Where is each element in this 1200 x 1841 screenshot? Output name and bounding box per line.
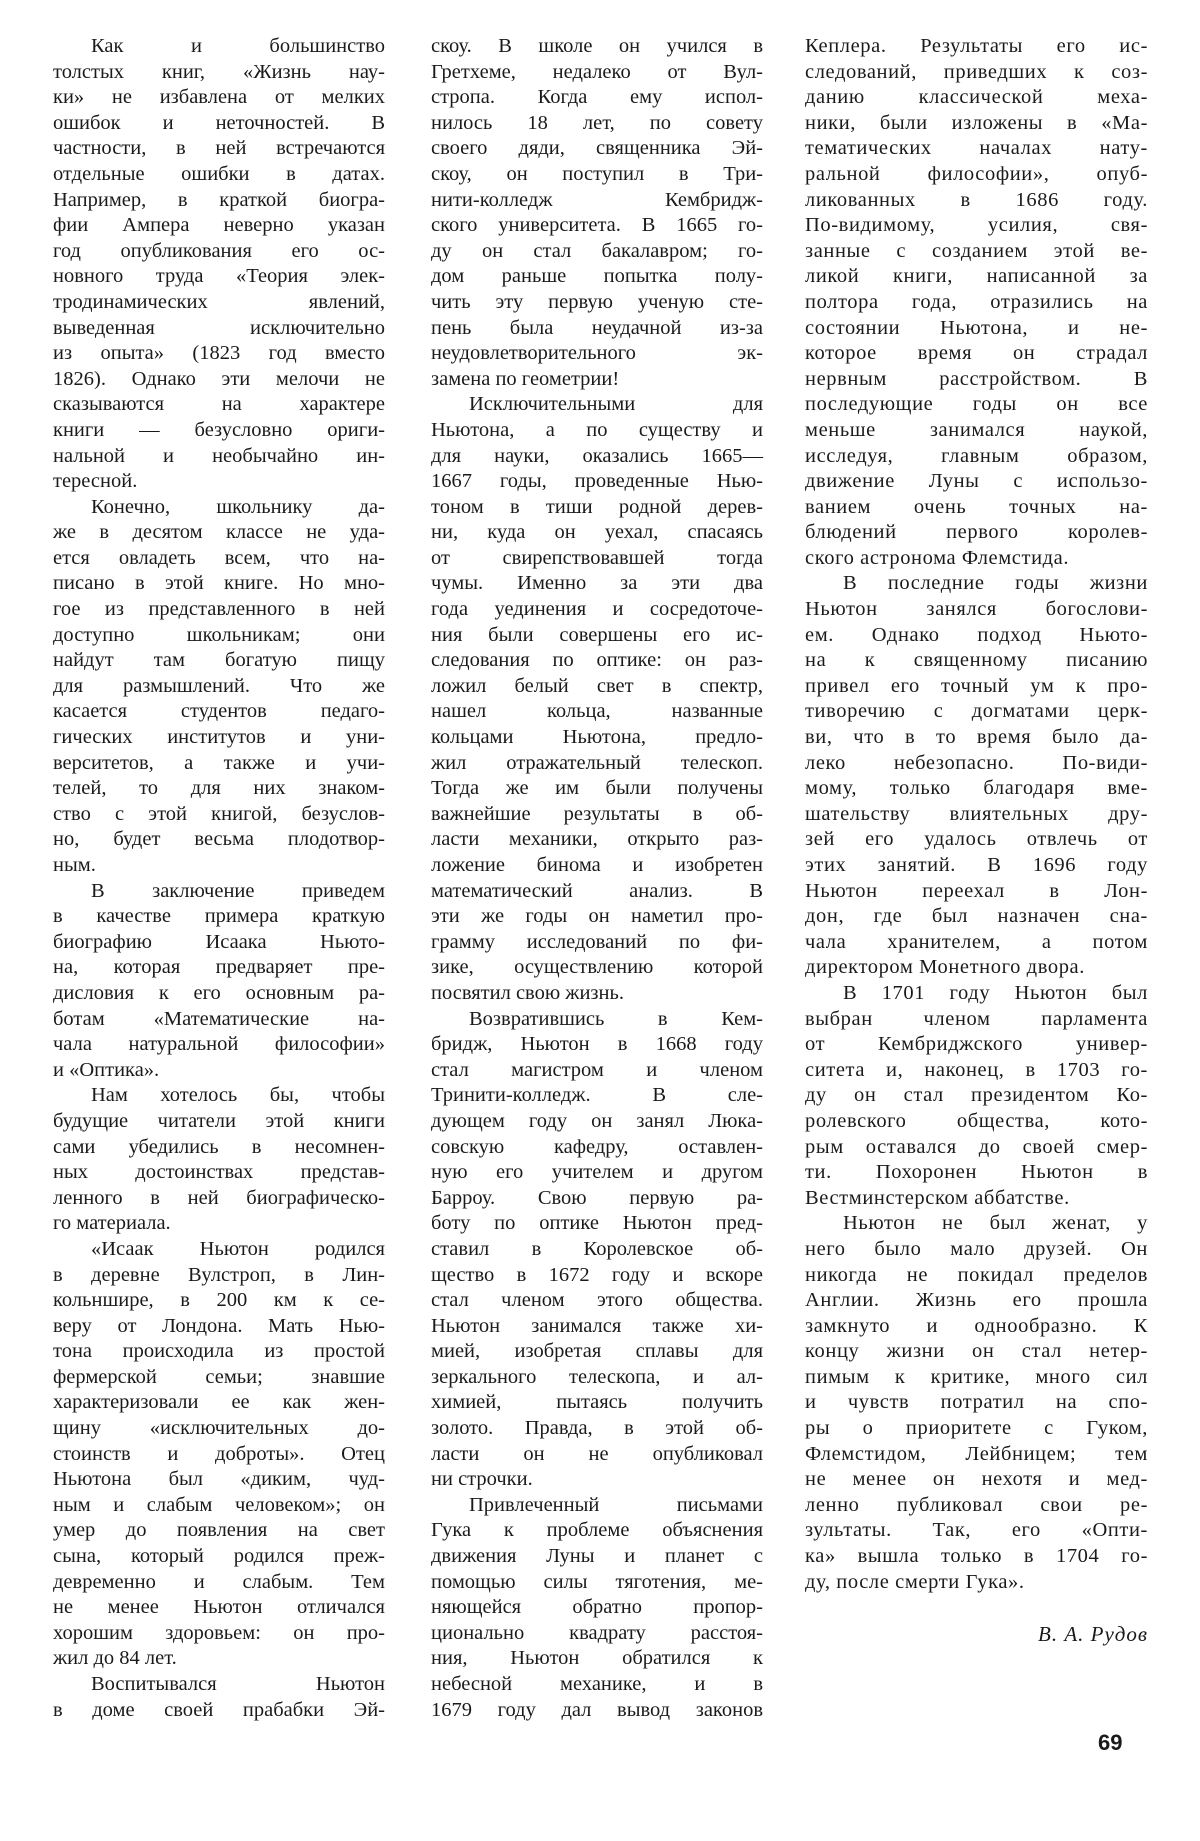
text-line: ти. Похоронен Ньютон в [805,1161,1148,1184]
text-line: кольншире, в 200 км к се- [53,1289,385,1312]
text-line: посвятил свою жизнь. [431,981,624,1004]
text-line: По-видимому, усилия, свя- [805,214,1148,237]
text-line: В последние годы жизни [843,572,1148,595]
text-line: ным. [53,854,96,876]
text-line: выведенная исключительно [53,316,385,339]
text-line: на, которая предваряет пре- [53,956,385,979]
text-line: чала натуральной философии» [53,1033,385,1056]
text-line: ния были совершены его ис- [431,623,763,646]
text-line: которое время он страдал [805,342,1148,365]
text-line: ленно публиковал свои ре- [805,1493,1148,1516]
text-line: боту по оптике Ньютон пред- [431,1212,763,1235]
text-line: Тринити-колледж. В сле- [431,1084,763,1107]
text-line: Воспитывался Ньютон [91,1673,385,1695]
text-line: шательству влиятельных дру- [805,802,1148,825]
text-line: Флемстидом, Лейбницем; тем [805,1442,1148,1465]
text-line: стоинств и доброты». Отец [53,1442,385,1465]
text-line: состоянии Ньютона, и не- [805,316,1148,339]
text-line: в деревне Вулстроп, в Лин- [53,1263,385,1286]
paragraph [805,981,1148,1211]
text-line: ви, что в то время было да- [805,726,1148,749]
text-line: ным и слабым человеком»; он [53,1493,385,1516]
text-line: Ньютона, а по существу и [431,418,763,441]
text-line: пимым к критике, много сил [805,1365,1148,1388]
text-line: из опыта» (1823 год вместо [53,342,385,365]
text-line: замкнуто и однообразно. К [805,1314,1148,1337]
text-line: выбран членом парламента [805,1007,1148,1030]
text-line: никогда не покидал пределов [805,1263,1148,1286]
text-line: Барроу. Свою первую ра- [431,1186,763,1209]
text-line: скоу. В школе он учился в [431,35,763,57]
text-line: ского университета. В 1665 го- [431,214,763,237]
text-line: для размышлений. Что же [53,674,385,697]
text-line: Гретхеме, недалеко от Вул- [431,60,763,83]
text-line: химией, пытаясь получить [431,1391,763,1414]
text-line: стал членом этого общества. [431,1289,763,1312]
text-line: частности, в ней встречаются [53,137,385,160]
text-line: дующем году он занял Люка- [431,1109,763,1132]
text-line: математический анализ. В [431,879,763,902]
text-line: ленного в ней биографическо- [53,1186,385,1209]
text-line: помощью силы тяготения, ме- [431,1570,763,1593]
text-line: щину «исключительных до- [53,1417,385,1440]
text-line: же в десятом классе не уда- [53,521,385,544]
text-line: ния, Ньютон обратился к [431,1647,763,1670]
text-line: Нам хотелось бы, чтобы [91,1084,385,1107]
text-line: фии Ампера неверно указан [53,214,385,237]
author-signature: В. А. Рудов [1038,1622,1148,1646]
text-line: последующие годы он все [805,393,1148,416]
text-line: замена по геометрии! [431,367,620,390]
text-line: ласти механики, открыто раз- [431,828,763,851]
text-line: биографию Исаака Ньюто- [53,930,385,953]
paragraph [431,34,763,392]
text-line: зике, осуществлению которой [431,956,763,979]
text-line: зей его удалось отвлечь от [805,828,1148,851]
text-line: стропа. Когда ему испол- [431,86,763,109]
paragraph [53,1672,385,1723]
text-line: ционально квадрату расстоя- [431,1621,763,1644]
text-line: блюдений первого королев- [805,521,1148,544]
paragraph [805,1211,1148,1595]
text-line: года уединения и сосредоточе- [431,598,763,621]
text-line: мому, только благодаря вме- [805,777,1148,800]
text-line: ликой книги, написанной за [805,265,1148,288]
text-line: от Кембриджского универ- [805,1033,1148,1056]
text-line: ни строчки. [431,1468,533,1491]
text-line: веру от Лондона. Мать Нью- [53,1314,385,1337]
text-line: следования по оптике: он раз- [431,649,763,672]
text-line: эти же годы он наметил про- [431,905,763,928]
text-line: тона происходила из простой [53,1340,385,1363]
text-line: новного труда «Теория элек- [53,265,385,288]
text-line: чить эту первую ученую сте- [431,290,763,313]
text-line: ванием очень точных на- [805,495,1148,518]
text-line: Ньютона был «диким, чуд- [53,1468,385,1491]
text-line: ную его учителем и другом [431,1161,763,1184]
text-line: не менее Ньютон отличался [53,1596,385,1619]
paragraph [431,1493,763,1723]
text-line: ситета и, наконец, в 1703 го- [805,1058,1148,1081]
text-line: ложил белый свет в спектр, [431,674,763,697]
text-line: ры о приоритете с Гуком, [805,1417,1148,1440]
text-line: но, будет весьма плодотвор- [53,828,385,851]
text-line: характеризовали ее как жен- [53,1391,385,1414]
text-line: данию классической меха- [805,86,1148,109]
text-line: не менее он нехотя и мед- [805,1468,1148,1491]
text-line: ство с этой книгой, безуслов- [53,802,385,825]
text-line: фермерской семьи; знавшие [53,1365,385,1388]
text-line: книги — безусловно ориги- [53,418,385,441]
text-line: Гука к проблеме объяснения [431,1519,763,1542]
text-line: чала хранителем, а потом [805,930,1148,953]
text-line: меньше занимался наукой, [805,418,1148,441]
text-line: «Исаак Ньютон родился [91,1237,385,1260]
text-line: Ньютон занялся богослови- [805,598,1148,621]
text-line: ки» не избавлена от мелких [53,86,385,109]
text-line: няющейся обратно пропор- [431,1596,763,1619]
text-line: щество в 1672 году и вскоре [431,1263,763,1286]
text-line: ду он стал президентом Ко- [805,1084,1148,1107]
text-line: ни, куда он уехал, спасаясь [431,521,763,544]
text-line: ральной философии», опуб- [805,162,1148,185]
text-line: го материала. [53,1212,171,1235]
paragraph [53,34,385,495]
text-line: ботам «Математические на- [53,1007,385,1030]
text-line: Конечно, школьнику да- [91,495,385,518]
text-line: своего дяди, священника Эй- [431,137,763,160]
text-line: умер до появления на свет [53,1519,385,1542]
text-line: в качестве примера краткую [53,905,385,928]
text-line: жил до 84 лет. [53,1647,177,1670]
text-line: тиворечию с догматами церк- [805,700,1148,723]
text-line: пень была неудачной из-за [431,316,763,339]
text-line: сказываются на характере [53,393,385,416]
text-line: совскую кафедру, оставлен- [431,1135,763,1158]
text-line: движение Луны с использо- [805,470,1148,493]
text-line: грамму исследований по фи- [431,930,763,953]
text-line: нилось 18 лет, по совету [431,111,763,134]
text-line: В заключение приведем [91,879,385,902]
text-line: будущие читатели этой книги [53,1109,385,1132]
text-line: дисловия к его основным ра- [53,981,385,1004]
text-line: ролевского общества, кото- [805,1109,1148,1132]
text-line: нашел кольца, названные [431,700,763,723]
text-line: ошибок и неточностей. В [53,111,385,134]
text-line: гое из представленного в ней [53,598,385,621]
text-line: Англии. Жизнь его прошла [805,1289,1148,1312]
text-line: Привлеченный письмами [469,1493,763,1516]
text-column-2 [431,34,763,1723]
text-line: ложение бинома и изобретен [431,854,763,876]
text-line: и «Оптика». [53,1058,160,1081]
text-line: нервным расстройством. В [805,367,1148,390]
text-line: дом раньше попытка полу- [431,265,763,288]
text-line: ется овладеть всем, что на- [53,546,385,569]
paragraph [805,34,1148,571]
text-line: Ньютон занимался также хи- [431,1314,763,1337]
text-line: тематических началах нату- [805,137,1148,160]
text-line: Кеплера. Результаты его ис- [805,35,1148,57]
text-line: ем. Однако подход Ньюто- [805,623,1148,646]
text-line: найдут там богатую пищу [53,649,385,672]
text-line: тересной. [53,470,138,493]
text-line: концу жизни он стал нетер- [805,1340,1148,1363]
text-line: золото. Правда, в этой об- [431,1417,763,1440]
paragraph [53,1083,385,1237]
text-line: скоу, он поступил в Три- [431,162,763,185]
text-line: зеркального телескопа, и ал- [431,1365,763,1388]
text-line: бридж, Ньютон в 1668 году [431,1033,763,1056]
text-line: ка» вышла только в 1704 го- [805,1545,1148,1568]
paragraph [53,879,385,1084]
text-line: гических институтов и уни- [53,726,385,749]
text-line: Например, в краткой биогра- [53,188,385,211]
text-line: телей, то для них знаком- [53,777,385,800]
text-line: верситетов, а также и учи- [53,751,385,774]
text-line: привел его точный ум к про- [805,674,1148,697]
text-line: движения Луны и планет с [431,1545,763,1568]
text-line: стал магистром и членом [431,1058,763,1081]
text-line: занные с созданием этой ве- [805,239,1148,262]
text-line: ники, были изложены в «Ма- [805,111,1148,134]
paragraph [431,392,763,1006]
text-line: В 1701 году Ньютон был [843,981,1148,1004]
text-line: Ньютон переехал в Лон- [805,879,1148,902]
text-line: него было мало друзей. Он [805,1237,1148,1260]
text-line: сами убедились в несомнен- [53,1135,385,1158]
text-line: ского астронома Флемстида. [805,546,1070,569]
text-line: Ньютон не был женат, у [843,1212,1148,1235]
text-line: касается студентов педаго- [53,700,385,723]
text-line: и чувств потратил на спо- [805,1391,1148,1414]
text-line: неудовлетворительного эк- [431,342,763,365]
text-line: ных достоинствах представ- [53,1161,385,1184]
text-line: следований, приведших к соз- [805,60,1148,83]
text-line: 1826). Однако эти мелочи не [53,367,385,390]
text-column-3 [805,34,1148,1595]
text-line: сына, который родился преж- [53,1545,385,1568]
text-line: 1667 годы, проведенные Нью- [431,470,763,493]
text-line: кольцами Ньютона, предло- [431,726,763,749]
text-line: ду он стал бакалавром; го- [431,239,763,262]
text-line: Как и большинство [91,35,385,57]
text-line: жил отражательный телескоп. [431,751,763,774]
text-line: ду, после смерти Гука». [805,1570,1025,1593]
text-line: мией, изобретая сплавы для [431,1340,763,1363]
text-column-1 [53,34,385,1723]
text-line: небесной механике, и в [431,1673,763,1695]
text-line: ласти он не опубликовал [431,1442,763,1465]
text-line: директором Монетного двора. [805,956,1085,979]
text-line: важнейшие результаты в об- [431,802,763,825]
text-line: нити-колледж Кембридж- [431,188,763,211]
text-line: дон, где был назначен сна- [805,905,1148,928]
text-line: тоном в тиши родной дерев- [431,495,763,518]
text-line: чумы. Именно за эти два [431,572,763,595]
text-line: для науки, оказались 1665— [431,444,763,467]
text-line: зультаты. Так, его «Опти- [805,1519,1148,1542]
paragraph [805,571,1148,981]
paragraph [53,1237,385,1672]
text-line: леко небезопасно. По-види- [805,751,1148,774]
text-line: 1679 году дал вывод законов [431,1698,763,1721]
text-line: писано в этой книге. Но мно- [53,572,385,595]
text-line: полтора года, отразились на [805,290,1148,313]
text-line: девременно и слабым. Тем [53,1570,385,1593]
text-line: в доме своей прабабки Эй- [53,1698,385,1721]
page-number: 69 [1098,1730,1123,1755]
text-line: доступно школьникам; они [53,623,385,646]
text-line: Возвратившись в Кем- [469,1007,763,1030]
text-line: ставил в Королевское об- [431,1237,763,1260]
text-line: тродинамических явлений, [53,290,385,313]
text-line: от свирепствовавшей тогда [431,546,763,569]
text-line: толстых книг, «Жизнь нау- [53,60,385,83]
text-line: год опубликования его ос- [53,239,385,262]
text-line: исследуя, главным образом, [805,444,1148,467]
text-line: Исключительными для [469,393,763,416]
text-line: на к священному писанию [805,649,1148,672]
text-line: Вестминстерском аббатстве. [805,1186,1070,1209]
text-line: этих занятий. В 1696 году [805,854,1148,876]
text-line: отдельные ошибки в датах. [53,162,385,185]
text-line: рым оставался до своей смер- [805,1135,1148,1158]
text-line: Тогда же им были получены [431,777,763,800]
paragraph [53,495,385,879]
paragraph [431,1007,763,1493]
text-line: ликованных в 1686 году. [805,188,1148,211]
text-line: хорошим здоровьем: он про- [53,1621,385,1644]
text-line: нальной и необычайно ин- [53,444,385,467]
